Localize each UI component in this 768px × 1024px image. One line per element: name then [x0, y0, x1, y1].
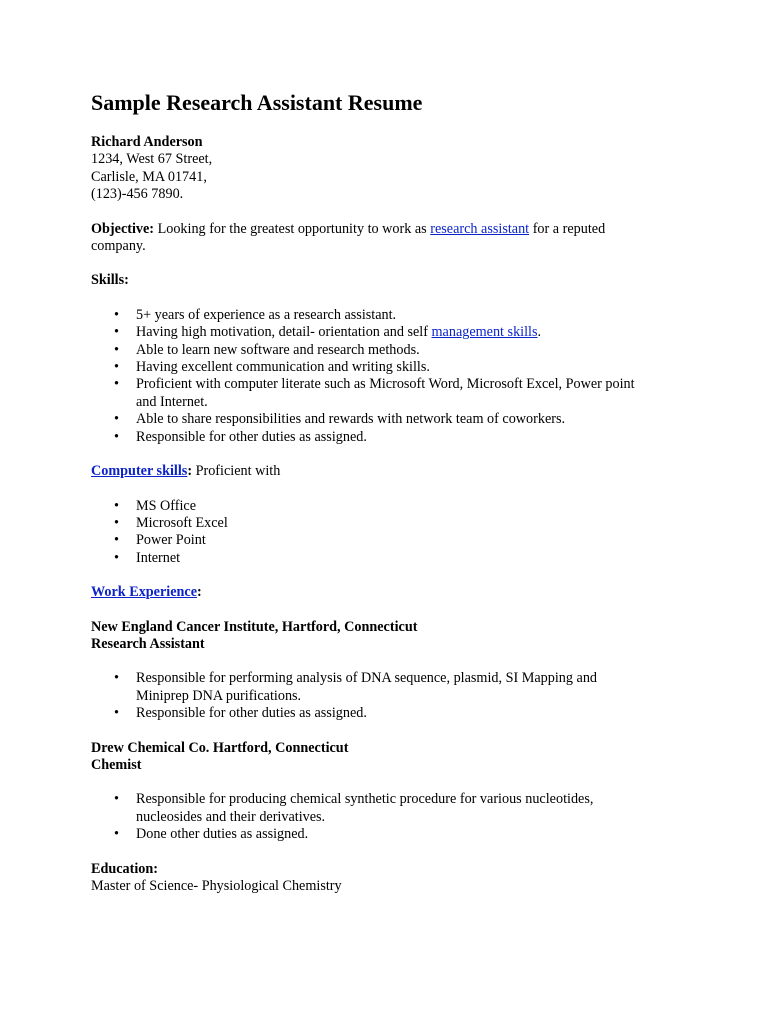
education-heading: Education: — [91, 860, 159, 877]
bullet-icon: • — [114, 341, 119, 358]
list-item — [91, 515, 691, 532]
work-experience-heading — [91, 584, 691, 601]
spacer — [91, 844, 691, 861]
duty-text: Done other duties as assigned. — [136, 826, 309, 843]
spacer — [91, 481, 691, 498]
skill-text: Able to share responsibilities and rewards with network team of coworkers. — [136, 411, 566, 428]
skills-list — [91, 307, 691, 446]
spacer — [91, 653, 691, 670]
computer-skill-text: Internet — [136, 549, 181, 566]
list-item — [91, 324, 691, 341]
page-title: Sample Research Assistant Resume — [91, 90, 423, 115]
skill-text: 5+ years of experience as a research assistant. — [136, 306, 397, 323]
work-experience-colon: : — [197, 584, 202, 601]
spacer — [91, 602, 691, 619]
list-item — [91, 670, 691, 705]
bullet-icon: • — [114, 359, 119, 376]
contact-block — [91, 134, 691, 204]
bullet-icon: • — [114, 411, 119, 428]
objective-block — [91, 221, 691, 256]
computer-skills-colon: : — [187, 463, 193, 480]
education-degree: Master of Science- Physiological Chemistry — [91, 878, 342, 894]
spacer — [91, 290, 691, 307]
computer-skills-line — [91, 463, 691, 480]
spacer — [91, 255, 691, 272]
bullet-icon: • — [114, 705, 119, 722]
job1-duties-list — [91, 670, 691, 722]
spacer — [91, 118, 691, 134]
contact-name: Richard Anderson — [91, 134, 203, 150]
job1-role: Research Assistant — [91, 635, 205, 652]
computer-skills-list — [91, 498, 691, 568]
job2-duties-list — [91, 791, 691, 843]
management-skills-link[interactable]: management skills — [431, 324, 538, 341]
bullet-icon: • — [114, 324, 119, 341]
bullet-icon: • — [114, 306, 119, 323]
computer-skills-text: Proficient with — [192, 463, 281, 480]
list-item — [91, 532, 691, 549]
duty-text-line2: Miniprep DNA purifications. — [136, 687, 302, 704]
bullet-icon: • — [114, 791, 119, 808]
list-item — [91, 429, 691, 446]
skill-text: Able to learn new software and research methods. — [136, 341, 420, 358]
research-assistant-link[interactable]: research assistant — [430, 220, 530, 237]
list-item — [91, 359, 691, 376]
list-item — [91, 550, 691, 567]
bullet-icon: • — [114, 826, 119, 843]
skill-text-line1: Proficient with computer literate such as Microsoft Word, Microsoft Excel, Power point — [136, 376, 635, 393]
bullet-icon: • — [114, 532, 119, 549]
skill-text: Having high motivation, detail- orientation and self — [136, 324, 432, 341]
bullet-icon: • — [114, 670, 119, 687]
resume-document — [91, 88, 691, 895]
skills-heading: Skills: — [91, 272, 129, 289]
spacer — [91, 567, 691, 584]
objective-label: Objective: — [91, 220, 155, 237]
bullet-icon: • — [114, 428, 119, 445]
bullet-icon: • — [114, 514, 119, 531]
list-item — [91, 498, 691, 515]
list-item — [91, 826, 691, 843]
list-item — [91, 376, 691, 411]
bullet-icon: • — [114, 497, 119, 514]
contact-phone: (123)-456 7890. — [91, 186, 184, 203]
list-item — [91, 705, 691, 722]
computer-skill-text: Microsoft Excel — [136, 514, 228, 531]
computer-skills-link[interactable]: Computer skills — [91, 463, 188, 480]
job2-organization: Drew Chemical Co. Hartford, Connecticut — [91, 739, 349, 756]
list-item — [91, 307, 691, 324]
job1-organization: New England Cancer Institute, Hartford, Connecticut — [91, 618, 418, 635]
bullet-icon: • — [114, 549, 119, 566]
contact-address-line2: Carlisle, MA 01741, — [91, 168, 207, 185]
objective-line1 — [91, 221, 691, 238]
objective-text-before: Looking for the greatest opportunity to work as — [154, 220, 431, 237]
job2-role: Chemist — [91, 756, 142, 773]
list-item — [91, 342, 691, 359]
spacer — [91, 446, 691, 463]
skill-text-after: . — [537, 324, 542, 341]
computer-skill-text: Power Point — [136, 532, 206, 549]
skill-text-line2: and Internet. — [136, 393, 208, 410]
spacer — [91, 774, 691, 791]
contact-address-line1: 1234, West 67 Street, — [91, 151, 213, 168]
duty-text: Responsible for other duties as assigned. — [136, 705, 367, 722]
spacer — [91, 204, 691, 221]
duty-text-line1: Responsible for producing chemical synthetic procedure for various nucleotides, — [136, 791, 594, 808]
objective-text-after: for a reputed — [529, 220, 606, 237]
duty-text-line2: nucleosides and their derivatives. — [136, 808, 326, 825]
work-experience-link[interactable]: Work Experience — [91, 584, 197, 601]
list-item — [91, 791, 691, 826]
list-item — [91, 411, 691, 428]
computer-skill-text: MS Office — [136, 497, 197, 514]
duty-text-line1: Responsible for performing analysis of DNA sequence, plasmid, SI Mapping and — [136, 670, 598, 687]
spacer — [91, 723, 691, 740]
bullet-icon: • — [114, 376, 119, 393]
skill-text: Responsible for other duties as assigned. — [136, 428, 367, 445]
objective-line2: company. — [91, 238, 146, 255]
skill-text: Having excellent communication and writing skills. — [136, 359, 430, 376]
